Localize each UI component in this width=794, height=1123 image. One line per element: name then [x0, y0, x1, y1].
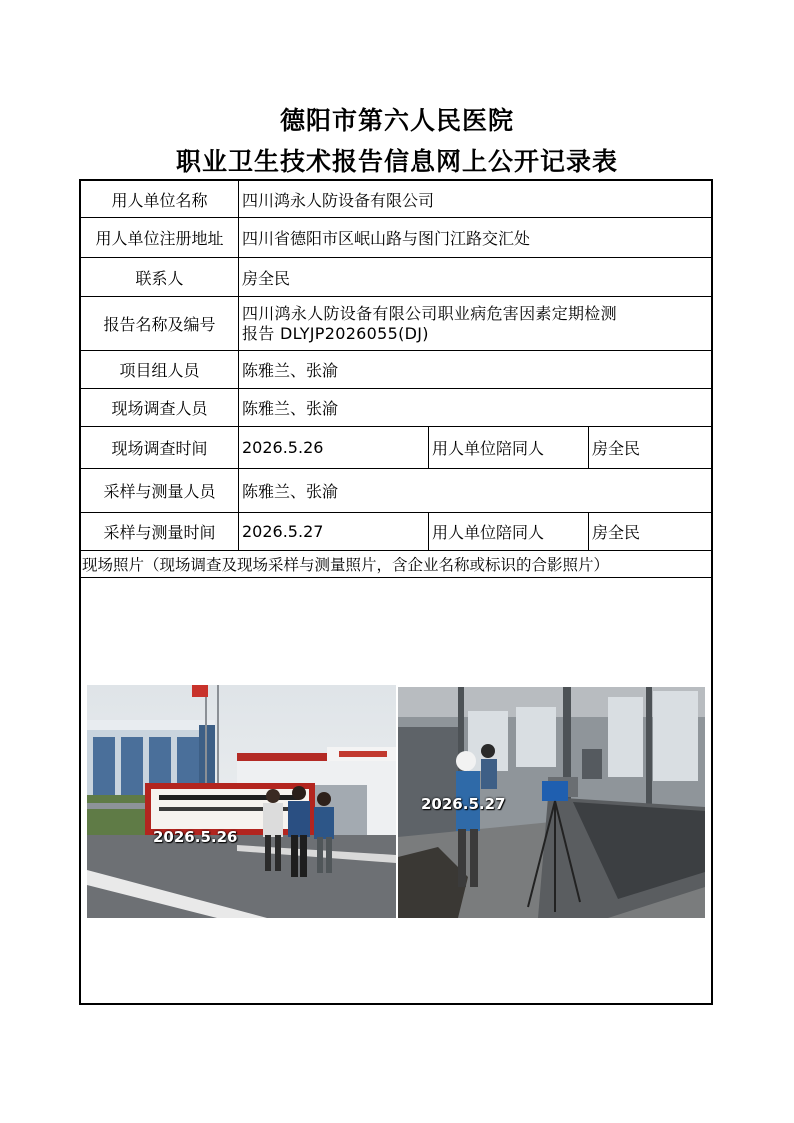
unit-name-value: 四川鸿永人防设备有限公司 — [242, 190, 435, 210]
survey-staff-label: 现场调查人员 — [111, 399, 208, 418]
survey-escort-label: 用人单位陪同人 — [432, 439, 545, 458]
report-value — [239, 297, 711, 350]
survey-time-label: 现场调查时间 — [111, 439, 208, 458]
photo1-caption: 2026.5.26 — [153, 828, 238, 846]
survey-escort-value: 房全民 — [592, 439, 641, 458]
team-label: 项目组人员 — [119, 361, 200, 380]
report-label: 报告名称及编号 — [103, 315, 216, 334]
sampling-escort-value: 房全民 — [592, 523, 641, 542]
photo2-caption: 2026.5.27 — [421, 795, 506, 813]
document-title-line1: 德阳市第六人民医院 — [279, 106, 514, 135]
unit-name-label: 用人单位名称 — [111, 190, 208, 210]
site-photo-workshop — [398, 687, 705, 918]
address-value: 四川省德阳市区岷山路与图门江路交汇处 — [242, 229, 531, 248]
address-label: 用人单位注册地址 — [95, 229, 224, 248]
sampling-time-label: 采样与测量时间 — [103, 523, 216, 542]
report-value-line2: 报告 DLYJP2026055(DJ) — [242, 323, 429, 343]
survey-staff-value: 陈雅兰、张渝 — [242, 399, 339, 418]
sampling-time-value: 2026.5.27 — [242, 522, 324, 541]
photos-heading: 现场照片（现场调查及现场采样与测量照片，含企业名称或标识的合影照片） — [82, 556, 610, 574]
report-value-line1: 四川鸿永人防设备有限公司职业病危害因素定期检测 — [242, 303, 617, 323]
contact-value: 房全民 — [242, 268, 291, 288]
row-divider — [81, 577, 711, 578]
entrance-photo-illustration — [87, 685, 396, 918]
sampling-staff-label: 采样与测量人员 — [103, 482, 216, 501]
contact-label: 联系人 — [135, 268, 184, 288]
sampling-escort-label: 用人单位陪同人 — [432, 523, 545, 542]
sampling-staff-value: 陈雅兰、张渝 — [242, 482, 339, 501]
survey-time-value: 2026.5.26 — [242, 438, 324, 457]
team-value: 陈雅兰、张渝 — [242, 361, 339, 380]
document-title-line2: 职业卫生技术报告信息网上公开记录表 — [175, 147, 618, 176]
site-photo-entrance — [87, 685, 396, 918]
